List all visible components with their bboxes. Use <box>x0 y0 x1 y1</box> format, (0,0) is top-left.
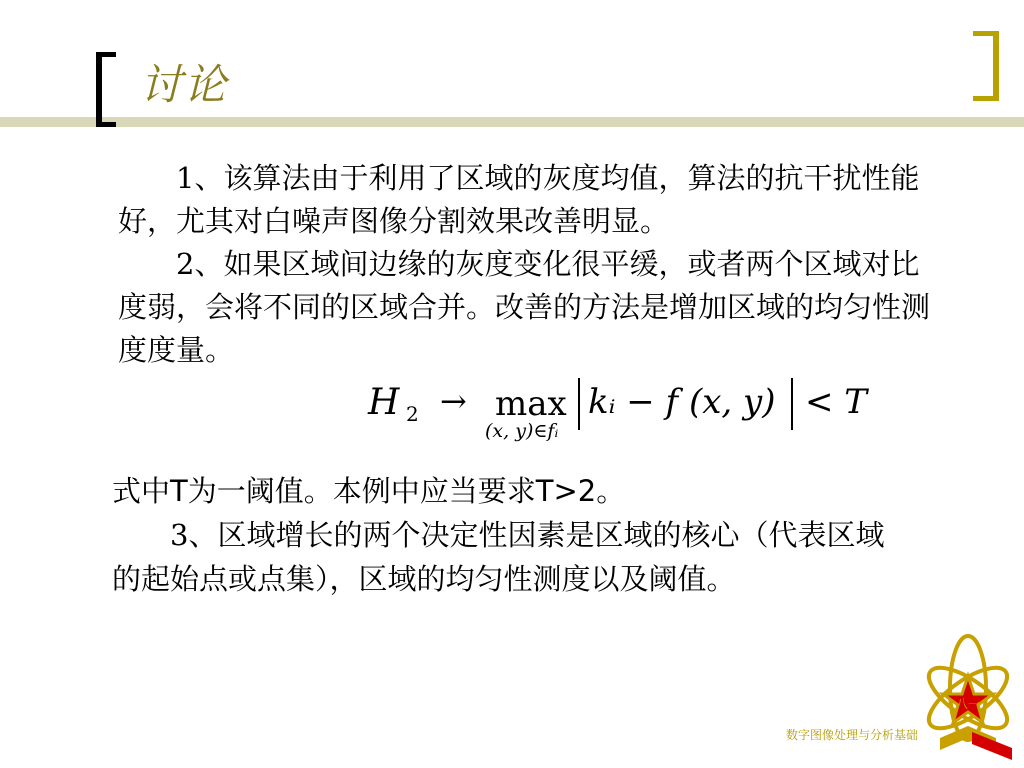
paragraph-1: 1、该算法由于利用了区域的灰度均值，算法的抗干扰性能好，尤其对白噪声图像分割效果改善明显。 <box>118 161 920 238</box>
title-rule <box>0 117 1024 127</box>
abs-bar-right <box>791 378 793 430</box>
formula-arrow: → <box>440 382 467 420</box>
paragraph-2: 2、如果区域间边缘的灰度变化很平缓，或者两个区域对比度弱，会将不同的区域合并。改善的方法是增加区域的均匀性测度度量。 <box>118 247 931 367</box>
paragraph-4: 3、区域增长的两个决定性因素是区域的核心（代表区域的起始点或点集），区域的均匀性测度以及阈值。 <box>112 518 885 596</box>
formula-max: max <box>495 384 567 424</box>
formula-lhs: H <box>368 382 400 423</box>
paragraph-3: 式中T为一阈值。本例中应当要求T>2。 <box>112 474 626 508</box>
army-emblem-logo <box>912 628 1024 768</box>
formula-rhs: < T <box>805 382 867 422</box>
homogeneity-formula <box>365 376 885 450</box>
footer-course-title: 数字图像处理与分析基础 <box>786 728 919 742</box>
formula-max-subscript: (x, y)∈fᵢ <box>485 420 559 442</box>
abs-bar-left <box>578 378 580 430</box>
svg-text:八一: 八一 <box>955 697 981 711</box>
formula-expression: kᵢ − f (x, y) <box>588 382 776 422</box>
body-text <box>118 157 948 372</box>
body-text-2 <box>112 469 912 601</box>
slide-title: 讨论 <box>140 60 229 109</box>
formula-lhs-subscript: 2 <box>406 402 419 426</box>
